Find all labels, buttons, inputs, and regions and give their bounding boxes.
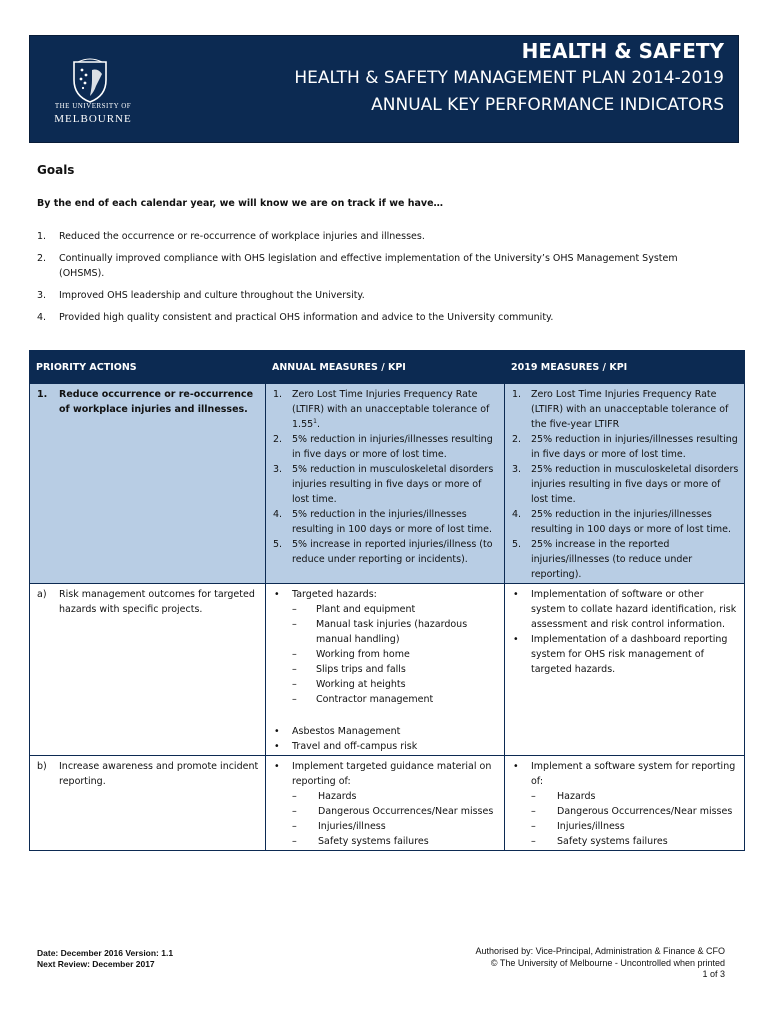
measures-2019-cell [505,756,745,851]
item-text: Injuries/illness [557,821,625,832]
dash-icon: – [531,791,536,802]
item-number: 2. [273,434,283,445]
bullet-icon: • [513,634,519,645]
annual-measures-cell [266,756,505,851]
dash-icon: – [531,821,536,832]
sub-list-item [292,677,500,692]
sub-list-item [292,662,500,677]
goals-list [37,229,717,332]
goal-item [37,251,717,281]
priority-action-text: Risk management outcomes for targeted hazards with specific projects. [59,589,255,615]
priority-action-label: a) [37,589,47,600]
list-item [270,387,500,432]
list-item [509,587,740,632]
dash-icon: – [292,679,297,690]
goal-number: 4. [37,312,47,323]
priority-action-text: Increase awareness and promote incident reporting. [59,761,259,787]
list-item [509,537,740,582]
sub-list-item [509,804,740,819]
item-text: Zero Lost Time Injuries Frequency Rate (LTIFR) with an unacceptable tolerance of the five-year LTIFR [531,389,729,430]
item-text: Implement a software system for reporting of: [531,761,736,787]
item-text: Dangerous Occurrences/Near misses [557,806,733,817]
bullet-icon: • [274,726,280,737]
annual-measures-cell [266,584,505,756]
list-item [270,759,500,849]
dash-icon: – [292,806,297,817]
item-number: 1. [273,389,283,400]
bullet-icon: • [513,589,519,600]
footer-copyright: © The University of Melbourne - Uncontrolled when printed [490,957,725,968]
logo-text-line1: THE UNIVERSITY OF [54,102,132,110]
priority-action-cell [30,384,266,584]
item-text: 25% reduction in injuries/illnesses resulting in five days or more of lost time. [531,434,738,460]
list-item [509,462,740,507]
list-item [270,587,500,707]
list-item [509,387,740,432]
table-header-row [30,351,745,384]
goal-item [37,310,717,325]
item-text: 25% reduction in musculoskeletal disorders injuries resulting in five days or more of lost time. [531,464,739,505]
list-item [509,632,740,677]
list-item [270,462,500,507]
goals-intro: By the end of each calendar year, we will know we are on track if we have… [37,198,444,209]
dash-icon: – [292,604,297,615]
item-text: 25% reduction in the injuries/illnesses resulting in 100 days or more of lost time. [531,509,732,535]
item-text: Safety systems failures [318,836,429,847]
list-item [509,432,740,462]
item-text: Plant and equipment [316,604,416,615]
measures-2019-cell [505,584,745,756]
kpi-table [29,350,745,851]
sub-list-item [509,819,740,834]
goal-number: 3. [37,290,47,301]
goal-text: Reduced the occurrence or re-occurrence of workplace injuries and illnesses. [59,231,425,242]
annual-measures-cell [266,384,505,584]
dash-icon: – [292,791,297,802]
bullet-icon: • [274,589,280,600]
item-text: Travel and off-campus risk [292,741,418,752]
column-header-priority-actions: PRIORITY ACTIONS [30,351,266,384]
priority-action-cell [30,756,266,851]
list-item [270,432,500,462]
sub-list-item [270,789,500,804]
goal-number: 1. [37,231,47,242]
list-item [270,739,500,754]
list-item [509,507,740,537]
item-text: Implement targeted guidance material on reporting of: [292,761,492,787]
item-text: Hazards [318,791,357,802]
goal-text: Continually improved compliance with OHS legislation and effective implementation of the University’s OHS Management System (OHSMS). [59,253,678,279]
bullet-icon: • [513,761,519,772]
goal-item [37,229,717,244]
footer-right [476,946,725,981]
item-number: 3. [273,464,283,475]
priority-action-cell [30,584,266,756]
priority-action-label: b) [37,761,47,772]
item-text: Injuries/illness [318,821,386,832]
item-number: 4. [273,509,283,520]
page-title: HEALTH & SAFETY [521,39,724,63]
item-text: Contractor management [316,694,434,705]
item-text: Working at heights [316,679,406,690]
table-row [30,384,745,584]
dash-icon: – [292,619,297,630]
list-item [509,759,740,849]
kpi-subtitle: ANNUAL KEY PERFORMANCE INDICATORS [371,95,724,115]
header-banner [29,35,739,143]
item-number: 5. [512,539,522,550]
dash-icon: – [531,836,536,847]
list-item [270,537,500,567]
priority-action-text: Reduce occurrence or re-occurrence of workplace injuries and illnesses. [59,389,254,415]
logo-text-line2: MELBOURNE [54,113,132,125]
item-text: Implementation of software or other system to collate hazard identification, risk assessment and risk control information. [531,589,737,630]
list-item [270,724,500,739]
goal-text: Improved OHS leadership and culture throughout the University. [59,290,365,301]
item-text: Slips trips and falls [316,664,406,675]
page-number: 1 of 3 [702,969,725,979]
dash-icon: – [292,836,297,847]
item-text: Dangerous Occurrences/Near misses [318,806,494,817]
goal-number: 2. [37,253,47,264]
sub-list-item [292,692,500,707]
item-number: 4. [512,509,522,520]
item-text: Safety systems failures [557,836,668,847]
sub-list-item [509,834,740,849]
item-text: Asbestos Management [292,726,401,737]
table-row [30,584,745,756]
dash-icon: – [531,806,536,817]
footer-date-version: Date: December 2016 Version: 1.1 [37,948,174,958]
item-text: 5% reduction in the injuries/illnesses resulting in 100 days or more of lost time. [292,509,493,535]
dash-icon: – [292,649,297,660]
bullet-icon: • [274,761,280,772]
column-header-2019-measures: 2019 MEASURES / KPI [505,351,745,384]
sub-list-item [270,819,500,834]
item-text: Working from home [316,649,410,660]
item-text: 5% reduction in injuries/illnesses resulting in five days or more of lost time. [292,434,493,460]
item-text: 5% reduction in musculoskeletal disorders injuries resulting in five days or more of lost time. [292,464,494,505]
sub-list-item [270,804,500,819]
plan-subtitle: HEALTH & SAFETY MANAGEMENT PLAN 2014-2019 [294,68,724,88]
bullet-icon: • [274,741,280,752]
measures-2019-cell [505,384,745,584]
item-text: Zero Lost Time Injuries Frequency Rate (LTIFR) with an unacceptable tolerance of 1.55 [292,389,490,430]
item-number: 3. [512,464,522,475]
item-text: 25% increase in the reported injuries/illnesses (to reduce under reporting). [531,539,693,580]
item-text: Targeted hazards: [292,589,377,600]
list-item [270,507,500,537]
item-number: 5. [273,539,283,550]
item-text: Hazards [557,791,596,802]
goal-item [37,288,717,303]
goal-text: Provided high quality consistent and practical OHS information and advice to the University community. [59,312,554,323]
item-text-tail: . [316,419,321,430]
sub-list-item [292,602,500,617]
item-text: Manual task injuries (hazardous manual handling) [316,619,468,645]
footnote-marker: 1 [313,417,317,425]
column-header-annual-measures: ANNUAL MEASURES / KPI [266,351,505,384]
goals-heading: Goals [37,163,75,177]
dash-icon: – [292,694,297,705]
item-text: 5% increase in reported injuries/illness (to reduce under reporting or incidents). [292,539,493,565]
priority-action-label: 1. [37,389,48,400]
dash-icon: – [292,821,297,832]
dash-icon: – [292,664,297,675]
footer-authorised-by: Authorised by: Vice-Principal, Administration & Finance & CFO [475,946,725,956]
item-text: Implementation of a dashboard reporting system for OHS risk management of targeted hazards. [531,634,728,675]
footer-next-review: Next Review: December 2017 [37,959,155,969]
sub-list-item [292,647,500,662]
sub-list-item [270,834,500,849]
sub-list-item [292,617,500,647]
item-number: 1. [512,389,522,400]
table-row [30,756,745,851]
footer-left [37,948,173,970]
item-number: 2. [512,434,522,445]
sub-list-item [509,789,740,804]
